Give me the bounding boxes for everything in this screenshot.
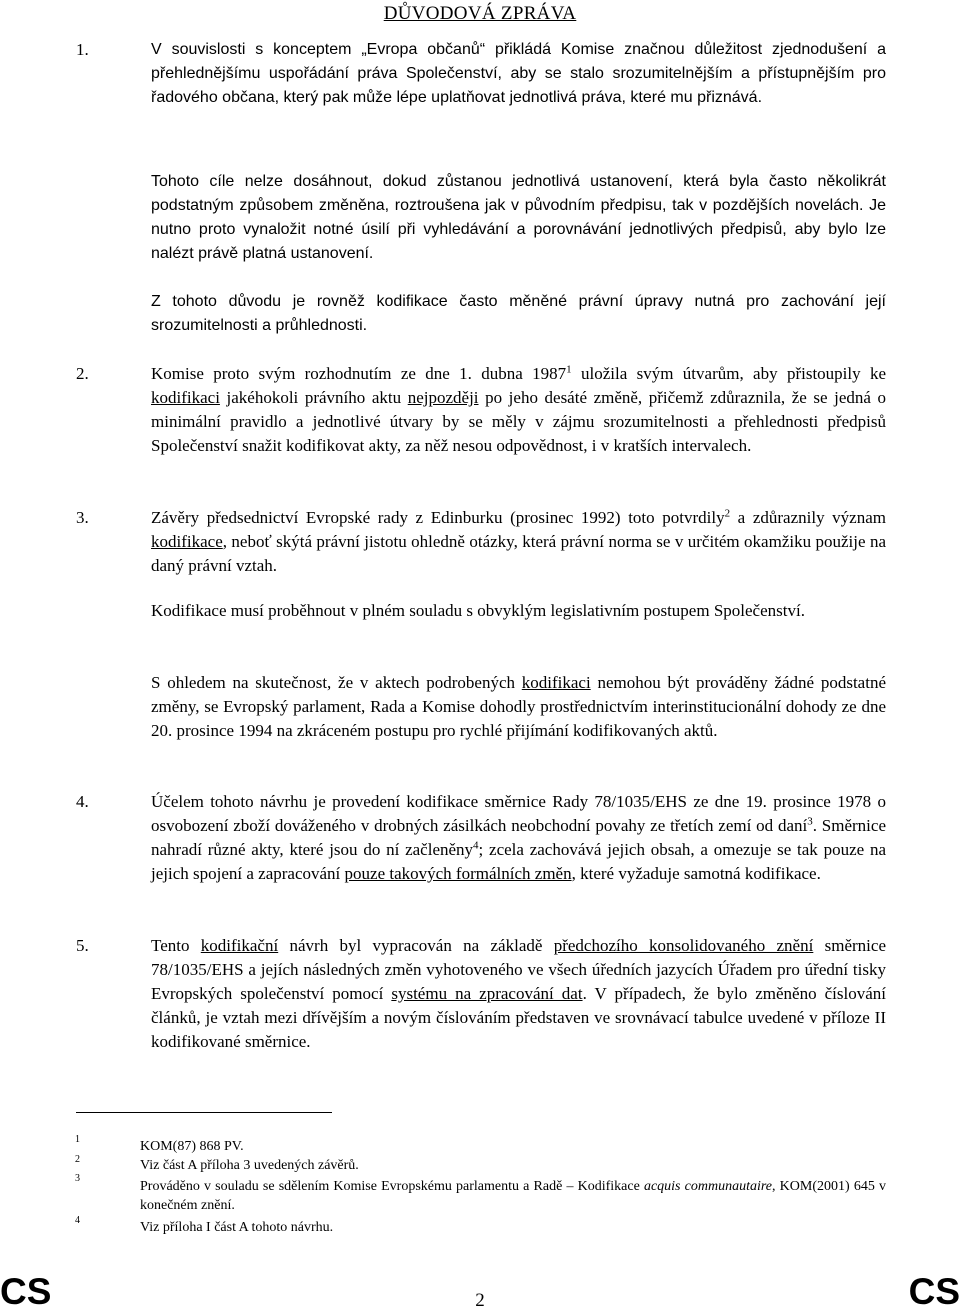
- document-title: DŮVODOVÁ ZPRÁVA: [383, 3, 577, 24]
- item-number-1: 1.: [76, 40, 89, 59]
- paragraph-4: Komise proto svým rozhodnutím ze dne 1. dubna 1987$^1$ uložila svým útvarům, aby přistoupily ke kodifikaci jakéhokoli právního aktu nejpozději po jeho desáté změně, přičemž zdůraznila, že se jedná o minimální pravidlo a jednotlivé útvary by se měly v zájmu srozumitelnosti a přehlednosti předpisů Společenství snažit kodifikovat akty, za něž nesou odpovědnost, i v kratších intervalech.: [151, 363, 886, 455]
- footnote-1: KOM(87) 868 PV.: [140, 1139, 244, 1154]
- paragraph-9: Tento kodifikační návrh byl vypracován na základě předchozího konsolidovaného znění směrnice 78/1035/EHS a jejích následných změn vyhotoveného ve všech úředních jazycích Úřadem pro úřední tisky Evropských společenství pomocí systému na zpracování dat. V případech, že bylo změněno číslování článků, je vztah mezi dřívějším a novým číslováním představen ve srovnávací tabulce uvedené v příloze II kodifikované směrnice.: [151, 936, 886, 1051]
- language-code-left: CS: [0, 1271, 52, 1312]
- paragraph-2: Tohoto cíle nelze dosáhnout, dokud zůstanou jednotlivá ustanovení, která byla často několikrát podstatným způsobem změněna, roztroušena jak v původním předpisu, tak v pozdějších novelách. Je nutno proto vynaložit notné úsilí při vyhledávání a porovnávání jednotlivých předpisů, aby bylo lze nalézt právě platná ustanovení.: [151, 173, 886, 262]
- paragraph-5: Závěry předsednictví Evropské rady z Edinburku (prosinec 1992) toto potvrdily$^2$ a zdůraznily význam kodifikace, neboť skýtá právní jistotu ohledně otázky, která právní norma se v určitém okamžiku použije na daný právní vztah.: [151, 507, 886, 575]
- item-number-2: 2.: [76, 364, 89, 383]
- footnote-ref-3[interactable]: 3: [807, 815, 813, 828]
- footnote-number-4: 4: [75, 1215, 80, 1226]
- item-number-5: 5.: [76, 936, 89, 955]
- footnote-2: Viz část A příloha 3 uvedených závěrů.: [140, 1158, 359, 1173]
- language-code-right: CS: [908, 1271, 960, 1312]
- footnote-4: Viz příloha I část A tohoto návrhu.: [140, 1220, 334, 1235]
- paragraph-3: Z tohoto důvodu je rovněž kodifikace často měněné právní úpravy nutná pro zachování její srozumitelnosti a průhlednosti.: [151, 293, 886, 334]
- footnote-divider: [76, 1112, 332, 1113]
- footnote-ref-2[interactable]: 2: [724, 507, 731, 520]
- paragraph-1: V souvislosti s konceptem „Evropa občanů“ přikládá Komise značnou důležitost zjednodušení a přehlednějšímu uspořádání práva Společenství, aby se stalo srozumitelnějším a přístupnějším pro řadového občana, který pak může lépe uplatňovat jednotlivá práva, které mu přiznává.: [151, 41, 886, 106]
- footnote-3: Prováděno v souladu se sdělením Komise Evropskému parlamentu a Radě – Kodifikace acquis communautaire, KOM(2001) 645 v konečném znění.: [140, 1179, 886, 1213]
- paragraph-6: Kodifikace musí proběhnout v plném souladu s obvyklým legislativním postupem Společenství.: [151, 601, 805, 620]
- footnote-number-1: 1: [75, 1134, 80, 1145]
- paragraph-7: S ohledem na skutečnost, že v aktech podrobených kodifikaci nemohou být prováděny žádné podstatné změny, se Evropský parlament, Rada a Komise dohodly prostřednictvím interinstitucionální dohody ze dne 20. prosince 1994 na zkráceném postupu pro rychlé přijímání kodifikovaných aktů.: [151, 673, 886, 740]
- footnote-number-2: 2: [75, 1154, 80, 1165]
- paragraph-8: Účelem tohoto návrhu je provedení kodifikace směrnice Rady 78/1035/EHS ze dne 19. prosince 1978 o osvobození zboží dováženého v drobných zásilkách neobchodní povahy ze třetích zemí od daní$^3$. Směrnice nahradí různé akty, které jsou do ní začleněny$^4$; zcela zachovává jejich obsah, a omezuje se tak pouze na jejich spojení a zapracování pouze takových formálních změn, které vyžaduje samotná kodifikace.: [151, 792, 886, 883]
- item-number-4: 4.: [76, 792, 89, 811]
- footnote-ref-1[interactable]: 1: [566, 363, 572, 376]
- page-number: 2: [475, 1290, 485, 1311]
- item-number-3: 3.: [76, 508, 89, 527]
- footnote-ref-4[interactable]: 4: [473, 839, 479, 852]
- footnote-number-3: 3: [75, 1173, 80, 1184]
